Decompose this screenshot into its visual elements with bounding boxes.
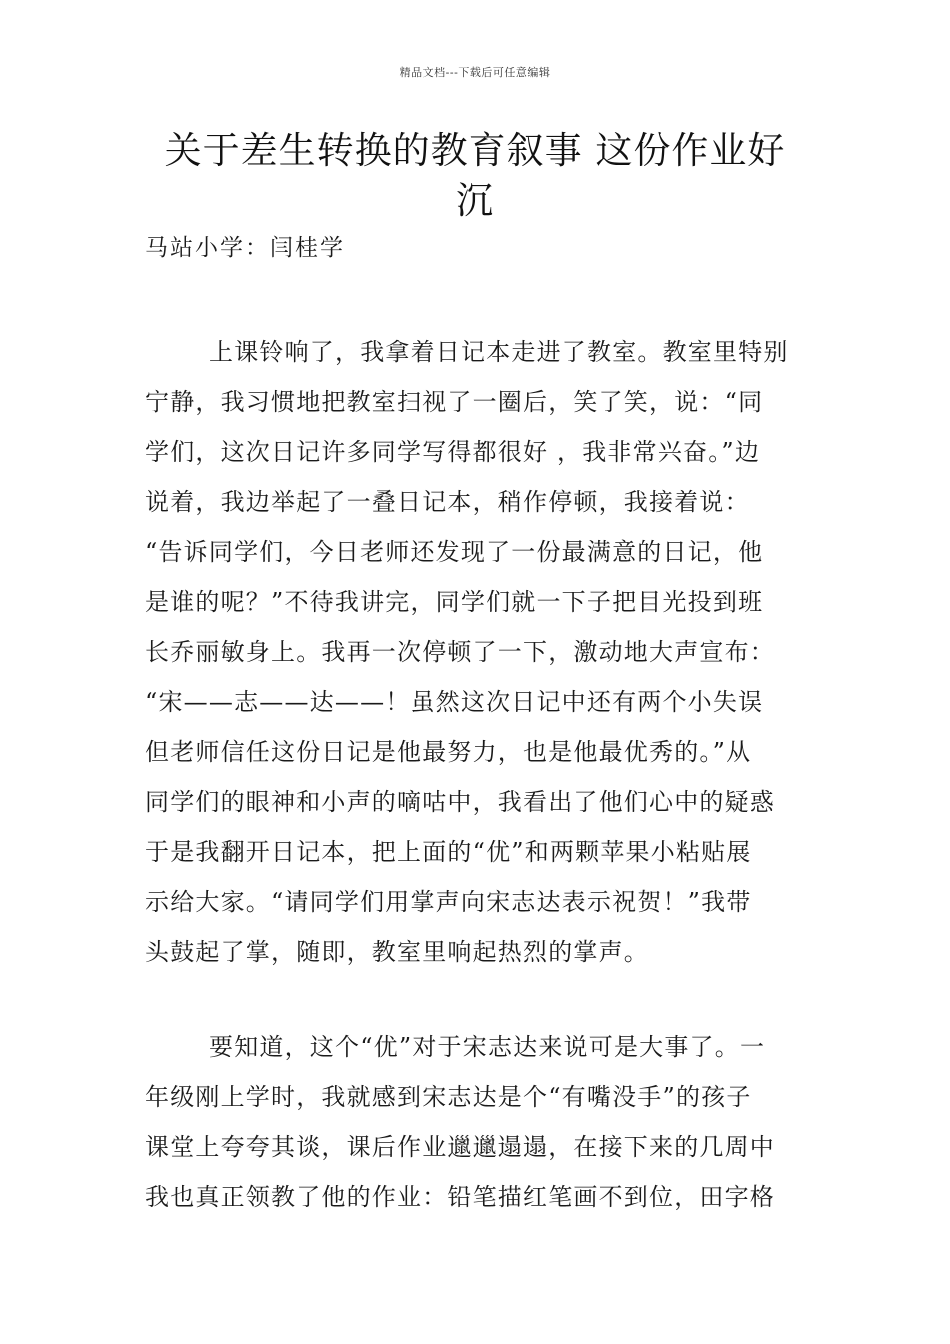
paragraph-line: 宁静，我习惯地把教室扫视了一圈后，笑了笑，说：“同 (145, 388, 764, 416)
document-title (140, 126, 810, 226)
paragraph-line: 头鼓起了掌，随即，教室里响起热烈的掌声。 (145, 938, 649, 966)
author-line: 马站小学：闫桂学 (145, 235, 345, 261)
page-header: 精品文档---下载后可任意编辑 (399, 66, 551, 79)
paragraph-line: 于是我翻开日记本，把上面的“优”和两颗苹果小粘贴展 (145, 838, 752, 866)
paragraph-line: 但老师信任这份日记是他最努力，也是他最优秀的。”从 (145, 738, 752, 766)
paragraph-line: 同学们的眼神和小声的嘀咕中，我看出了他们心中的疑惑 (145, 788, 775, 816)
paragraph-line: 长乔丽敏身上。我再一次停顿了一下，激动地大声宣布： (145, 638, 775, 666)
paragraph-line: 是谁的呢？”不待我讲完，同学们就一下子把目光投到班 (145, 588, 764, 616)
paragraph-2 (145, 1022, 810, 1222)
title-line-1: 关于差生转换的教育叙事 这份作业好 (164, 129, 786, 172)
paragraph-line: 年级刚上学时，我就感到宋志达是个“有嘴没手”的孩子 (145, 1083, 752, 1111)
paragraph-line: 课堂上夸夸其谈，课后作业邋邋遢遢，在接下来的几周中 (145, 1133, 775, 1161)
paragraph-line: 要知道，这个“优”对于宋志达来说可是大事了。一 (209, 1033, 766, 1061)
paragraph-line: “宋——志——达——！虽然这次日记中还有两个小失误 (145, 688, 764, 716)
title-line-2: 沉 (456, 179, 494, 222)
paragraph-line: 说着，我边举起了一叠日记本，稍作停顿，我接着说： (145, 488, 750, 516)
paragraph-line: “告诉同学们，今日老师还发现了一份最满意的日记，他 (145, 538, 764, 566)
paragraph-line: 示给大家。“请同学们用掌声向宋志达表示祝贺！”我带 (145, 888, 752, 916)
paragraph-line: 学们，这次日记许多同学写得都很好 ，我非常兴奋。”边 (145, 438, 761, 466)
paragraph-line: 上课铃响了，我拿着日记本走进了教室。教室里特别 (209, 338, 789, 366)
paragraph-1 (145, 327, 810, 977)
paragraph-line: 我也真正领教了他的作业：铅笔描红笔画不到位，田字格 (145, 1183, 775, 1211)
